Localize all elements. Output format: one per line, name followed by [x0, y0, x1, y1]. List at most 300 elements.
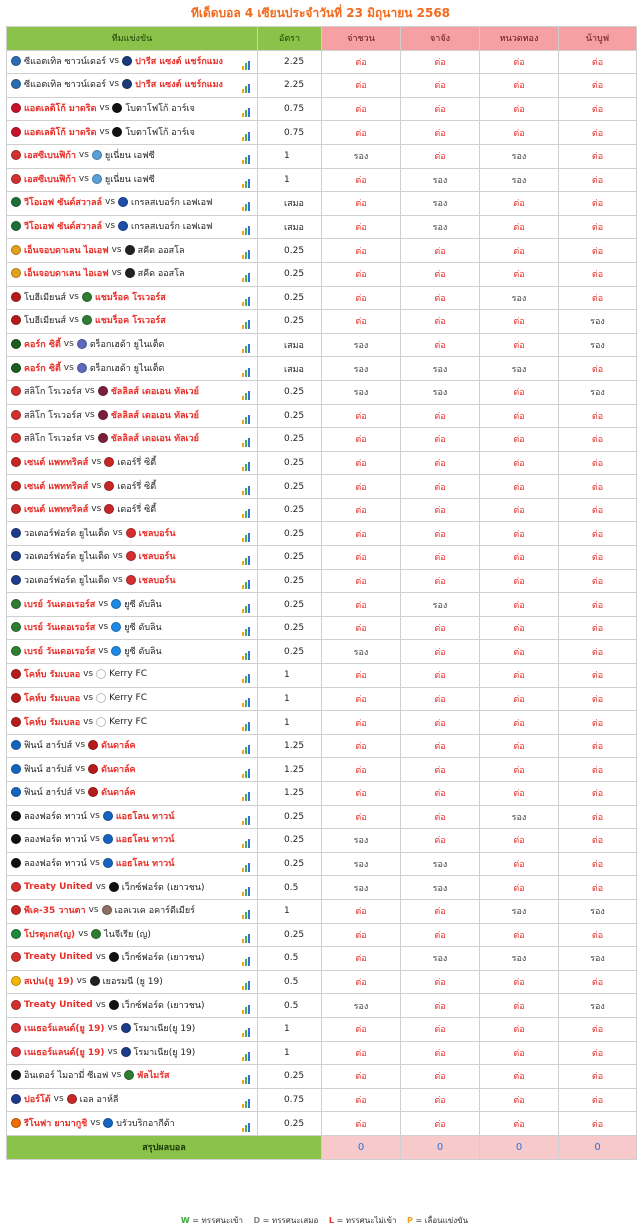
stats-chart-icon[interactable] [242, 202, 251, 211]
away-team-logo-icon [112, 127, 122, 137]
home-team-logo-icon [11, 103, 21, 113]
home-team-logo-icon [11, 858, 21, 868]
home-team-name[interactable]: โปรตุเกส(ญ) [24, 929, 76, 940]
tip-cell: ต่อ [322, 569, 401, 593]
home-team-logo-icon [11, 811, 21, 821]
home-team-logo-icon [11, 952, 21, 962]
home-team-logo-icon [11, 386, 21, 396]
away-team-logo-icon [121, 1047, 131, 1057]
stats-chart-icon[interactable] [242, 674, 251, 683]
tip-cell: ต่อ [401, 333, 480, 357]
away-team-logo-icon [112, 103, 122, 113]
home-team-logo-icon [11, 481, 21, 491]
away-team-logo-icon [92, 150, 102, 160]
tip-cell: ต่อ [559, 664, 637, 688]
tip-cell: ต่อ [559, 687, 637, 711]
tip-cell: ต่อ [480, 546, 559, 570]
away-team-name[interactable]: เชลบอร์น [138, 528, 176, 539]
away-team-name[interactable]: ดร็อกเฮด้า ยูไนเต็ด [89, 340, 165, 351]
stats-chart-icon[interactable] [242, 934, 251, 943]
home-team-name[interactable]: แอตเลติโก้ มาดริด [24, 104, 97, 115]
home-team-name[interactable]: ปอร์โต้ [24, 1095, 51, 1106]
home-team-name[interactable]: อินเตอร์ ไมอามี่ ซีเอฟ [24, 1071, 109, 1082]
tip-cell: ต่อ [480, 498, 559, 522]
tip-cell: ต่อ [559, 970, 637, 994]
home-team-name[interactable]: ฟินน์ ฮาร์ปส์ [24, 788, 73, 799]
away-team-name[interactable]: เกรลสเบอร์ก เอฟเอฟ [131, 222, 213, 233]
home-team-name[interactable]: ซีแอตเทิล ซาวน์เดอร์ [24, 56, 107, 67]
tip-cell: ต่อ [322, 522, 401, 546]
stats-chart-icon[interactable] [242, 863, 251, 872]
tip-cell: ต่อ [322, 97, 401, 121]
stats-chart-icon[interactable] [242, 698, 251, 707]
home-team-name[interactable]: Treaty United [24, 952, 93, 963]
stats-chart-icon[interactable] [242, 391, 251, 400]
match-cell [7, 782, 258, 806]
tip-cell: ต่อ [401, 97, 480, 121]
home-team-name[interactable]: ซีแอตเทิล ซาวน์เดอร์ [24, 80, 107, 91]
tip-cell: ต่อ [480, 758, 559, 782]
stats-chart-icon[interactable] [242, 533, 251, 542]
tip-cell: ต่อ [559, 734, 637, 758]
home-team-logo-icon [11, 245, 21, 255]
home-team-name[interactable]: Treaty United [24, 881, 93, 892]
home-team-name[interactable]: เซนต์ แพททริคส์ [24, 457, 89, 468]
home-team-name[interactable]: ลองฟอร์ด ทาวน์ [24, 835, 87, 846]
match-cell [7, 192, 258, 216]
away-team-name[interactable]: เชลบอร์น [138, 552, 176, 563]
stats-chart-icon[interactable] [242, 344, 251, 353]
table-row [7, 522, 637, 546]
tip-cell: ต่อ [559, 522, 637, 546]
vs-label: vs [76, 976, 87, 987]
home-team-name[interactable]: สเปน(ยู 19) [24, 977, 74, 988]
match-cell [7, 144, 258, 168]
away-team-name[interactable]: ยูซี ดับลิน [124, 599, 162, 610]
away-team-name[interactable]: เดอร์รี่ ซิตี้ [117, 457, 157, 468]
away-team-logo-icon [103, 858, 113, 868]
away-team-logo-icon [96, 693, 106, 703]
stats-chart-icon[interactable] [242, 108, 251, 117]
home-team-name[interactable]: เอ็นจอบดาเลน ไอเอฟ [24, 245, 109, 256]
stats-chart-icon[interactable] [242, 462, 251, 471]
odds-cell: 0.25 [258, 475, 322, 499]
tip-cell: รอง [559, 333, 637, 357]
away-team-logo-icon [67, 1094, 77, 1104]
vs-label: vs [98, 645, 109, 656]
away-team-logo-icon [91, 929, 101, 939]
tip-cell: รอง [480, 805, 559, 829]
stats-chart-icon[interactable] [242, 415, 251, 424]
table-row [7, 829, 637, 853]
home-team-name[interactable]: วอเตอร์ฟอร์ด ยูไนเต็ด [24, 552, 110, 563]
odds-cell: 0.5 [258, 994, 322, 1018]
summary-value: 0 [559, 1135, 637, 1159]
table-row [7, 428, 637, 452]
odds-cell: เสมอ [258, 192, 322, 216]
match-cell [7, 97, 258, 121]
home-team-name[interactable]: เบรย์ วันเดอเรอร์ส [24, 623, 96, 634]
tip-cell: ต่อ [559, 782, 637, 806]
home-team-name[interactable]: เอสซีเบนฟิก้า [24, 174, 76, 185]
away-team-name[interactable]: เดอร์รี่ ซิตี้ [117, 505, 157, 516]
tip-cell: ต่อ [401, 994, 480, 1018]
home-team-name[interactable]: Treaty United [24, 999, 93, 1010]
tip-cell: ต่อ [480, 569, 559, 593]
stats-chart-icon[interactable] [242, 1123, 251, 1132]
table-row [7, 380, 637, 404]
home-team-name[interactable]: เอ็นจอบดาเลน ไอเอฟ [24, 269, 109, 280]
stats-chart-icon[interactable] [242, 1028, 251, 1037]
stats-chart-icon[interactable] [242, 368, 251, 377]
vs-label: vs [63, 362, 74, 373]
home-team-name[interactable]: โคห์บ รัมเบลอ [24, 670, 81, 681]
away-team-name[interactable]: ไนจีเรีย (ญ) [104, 929, 151, 940]
tip-cell: รอง [322, 144, 401, 168]
away-team-name[interactable]: เกรลสเบอร์ก เอฟเอฟ [131, 198, 213, 209]
away-team-name[interactable]: เยอรมนี (ยู 19) [102, 977, 163, 988]
stats-chart-icon[interactable] [242, 155, 251, 164]
odds-cell: 2.25 [258, 74, 322, 98]
tip-cell: ต่อ [559, 758, 637, 782]
home-team-logo-icon [11, 976, 21, 986]
stats-chart-icon[interactable] [242, 910, 251, 919]
stats-chart-icon[interactable] [242, 957, 251, 966]
odds-cell: 0.25 [258, 640, 322, 664]
home-team-logo-icon [11, 127, 21, 137]
odds-cell: 0.25 [258, 498, 322, 522]
tip-cell: ต่อ [559, 1065, 637, 1089]
away-team-name[interactable]: สคีด ออสโล [137, 245, 185, 256]
away-team-name[interactable]: Kerry FC [109, 716, 148, 727]
home-team-name[interactable]: สลิโก โรเวอร์ส [24, 434, 82, 445]
odds-cell: 0.25 [258, 380, 322, 404]
stats-chart-icon[interactable] [242, 792, 251, 801]
stats-chart-icon[interactable] [242, 179, 251, 188]
stats-chart-icon[interactable] [242, 1075, 251, 1084]
stats-chart-icon[interactable] [242, 226, 251, 235]
home-team-name[interactable]: เซนต์ แพททริคส์ [24, 481, 89, 492]
home-team-name[interactable]: สลิโก โรเวอร์ส [24, 410, 82, 421]
away-team-logo-icon [126, 575, 136, 585]
tip-cell: รอง [559, 947, 637, 971]
tip-cell: รอง [322, 380, 401, 404]
stats-chart-icon[interactable] [242, 486, 251, 495]
home-team-logo-icon [11, 315, 21, 325]
stats-chart-icon[interactable] [242, 839, 251, 848]
tip-cell: รอง [480, 357, 559, 381]
table-row [7, 404, 637, 428]
away-team-name[interactable]: เว็กซ์ฟอร์ด (เยาวชน) [121, 1000, 205, 1011]
tip-cell: ต่อ [480, 852, 559, 876]
tip-cell: ต่อ [559, 404, 637, 428]
tip-cell: รอง [322, 876, 401, 900]
odds-cell: 0.5 [258, 947, 322, 971]
home-team-name[interactable]: เนเธอร์แลนด์(ยู 19) [24, 1047, 105, 1058]
stats-chart-icon[interactable] [242, 627, 251, 636]
table-row [7, 144, 637, 168]
match-cell [7, 451, 258, 475]
tip-cell: ต่อ [401, 121, 480, 145]
vs-label: vs [91, 504, 102, 515]
away-team-name[interactable]: ยูเนี่ยน เอฟซี [104, 151, 155, 162]
tip-cell: ต่อ [401, 144, 480, 168]
away-team-name[interactable]: บรัวบริกอากีต้า [116, 1118, 175, 1129]
away-team-name[interactable]: เอล อาห์ลี [79, 1095, 119, 1106]
vs-label: vs [88, 905, 99, 916]
home-team-name[interactable]: ฟินน์ ฮาร์ปส์ [24, 741, 73, 752]
tip-cell: ต่อ [322, 616, 401, 640]
home-team-logo-icon [11, 528, 21, 538]
away-team-logo-icon [102, 905, 112, 915]
away-team-name[interactable]: แชมร็อค โรเวอร์ส [94, 316, 166, 327]
match-cell [7, 239, 258, 263]
away-team-name[interactable]: โรมาเนีย(ยู 19) [133, 1024, 196, 1035]
home-team-logo-icon [11, 1047, 21, 1057]
vs-label: vs [78, 928, 89, 939]
tip-cell: ต่อ [401, 970, 480, 994]
odds-cell: 0.5 [258, 970, 322, 994]
match-cell [7, 74, 258, 98]
header-odds: อัตรา [258, 27, 322, 51]
away-team-logo-icon [118, 197, 128, 207]
away-team-name[interactable]: แอธโลน ทาวน์ [115, 859, 175, 870]
away-team-name[interactable]: โบตาโฟโก้ อาร์เจ [125, 127, 195, 138]
away-team-name[interactable]: ยูเนี่ยน เอฟซี [104, 174, 155, 185]
tip-cell: ต่อ [559, 546, 637, 570]
match-cell [7, 947, 258, 971]
match-cell [7, 899, 258, 923]
tip-cell: ต่อ [401, 899, 480, 923]
home-team-logo-icon [11, 622, 21, 632]
away-team-name[interactable]: ชัลลิลส์ เดอเอน ทัลเวย์ [110, 387, 199, 398]
stats-chart-icon[interactable] [242, 320, 251, 329]
away-team-logo-icon [126, 528, 136, 538]
away-team-logo-icon [111, 599, 121, 609]
away-team-name[interactable]: เว็กซ์ฟอร์ด (เยาวชน) [121, 953, 205, 964]
home-team-name[interactable]: เบรย์ วันเดอเรอร์ส [24, 646, 96, 657]
home-team-name[interactable]: ลองฟอร์ด ทาวน์ [24, 811, 87, 822]
stats-chart-icon[interactable] [242, 651, 251, 660]
home-team-logo-icon [11, 433, 21, 443]
away-team-name[interactable]: เว็กซ์ฟอร์ด (เยาวชน) [121, 882, 205, 893]
home-team-name[interactable]: สลิโก โรเวอร์ส [24, 387, 82, 398]
stats-chart-icon[interactable] [242, 297, 251, 306]
odds-cell: 0.25 [258, 805, 322, 829]
tip-cell: ต่อ [480, 451, 559, 475]
tip-cell: ต่อ [559, 428, 637, 452]
away-team-name[interactable]: พัลไมรัส [137, 1071, 170, 1082]
home-team-logo-icon [11, 197, 21, 207]
away-team-name[interactable]: ชัลลิลส์ เดอเอน ทัลเวย์ [110, 410, 199, 421]
odds-cell: 1.25 [258, 758, 322, 782]
home-team-name[interactable]: โคห์บ รัมเบลอ [24, 717, 81, 728]
home-team-name[interactable]: วีโอเอฟ ซันด์สวาลล์ [24, 222, 103, 233]
away-team-logo-icon [126, 551, 136, 561]
home-team-name[interactable]: เนเธอร์แลนด์(ยู 19) [24, 1024, 105, 1035]
away-team-name[interactable]: โรมาเนีย(ยู 19) [133, 1047, 196, 1058]
tip-cell: ต่อ [401, 310, 480, 334]
match-cell [7, 711, 258, 735]
tip-cell: ต่อ [322, 121, 401, 145]
home-team-name[interactable]: รีโนฟา ยามากูชิ [24, 1118, 88, 1129]
home-team-logo-icon [11, 599, 21, 609]
away-team-name[interactable]: ดันดาล์ค [101, 741, 136, 752]
stats-chart-icon[interactable] [242, 745, 251, 754]
away-team-name[interactable]: ดันดาล์ค [101, 764, 136, 775]
away-team-name[interactable]: ปารีส แซงต์ แชร์กแมง [135, 56, 223, 67]
stats-chart-icon[interactable] [242, 438, 251, 447]
stats-chart-icon[interactable] [242, 250, 251, 259]
odds-cell: 0.25 [258, 616, 322, 640]
stats-chart-icon[interactable] [242, 84, 251, 93]
away-team-logo-icon [118, 221, 128, 231]
legend-key-p: P [407, 1216, 413, 1225]
odds-cell: 1 [258, 144, 322, 168]
stats-chart-icon[interactable] [242, 580, 251, 589]
home-team-name[interactable]: วอเตอร์ฟอร์ด ยูไนเต็ด [24, 575, 110, 586]
home-team-name[interactable]: เอสซีเบนฟิก้า [24, 151, 76, 162]
table-row [7, 616, 637, 640]
away-team-name[interactable]: เชลบอร์น [138, 575, 176, 586]
table-row [7, 1112, 637, 1136]
away-team-name[interactable]: ดร็อกเฮด้า ยูไนเต็ด [89, 363, 165, 374]
table-row [7, 852, 637, 876]
stats-chart-icon[interactable] [242, 816, 251, 825]
away-team-logo-icon [122, 56, 132, 66]
tip-cell: ต่อ [480, 970, 559, 994]
home-team-name[interactable]: วอเตอร์ฟอร์ด ยูไนเต็ด [24, 528, 110, 539]
away-team-name[interactable]: โบตาโฟโก้ อาร์เจ [125, 104, 195, 115]
away-team-name[interactable]: Kerry FC [109, 692, 148, 703]
tip-cell: ต่อ [559, 357, 637, 381]
home-team-name[interactable]: คอร์ก ซิตี้ [24, 340, 61, 351]
match-cell [7, 1041, 258, 1065]
away-team-name[interactable]: ดันดาล์ค [101, 788, 136, 799]
stats-chart-icon[interactable] [242, 273, 251, 282]
home-team-name[interactable]: พีเค-35 วานตา [24, 906, 86, 917]
away-team-name[interactable]: เอลเวเค อคาร์ดีเมียร์ [114, 906, 195, 917]
home-team-name[interactable]: วีโอเอฟ ซันด์สวาลล์ [24, 198, 103, 209]
home-team-name[interactable]: เซนต์ แพททริคส์ [24, 505, 89, 516]
tip-cell: ต่อ [401, 404, 480, 428]
tip-cell: ต่อ [322, 168, 401, 192]
away-team-logo-icon [109, 882, 119, 892]
stats-chart-icon[interactable] [242, 981, 251, 990]
away-team-logo-icon [98, 433, 108, 443]
tip-cell: ต่อ [559, 805, 637, 829]
stats-chart-icon[interactable] [242, 604, 251, 613]
home-team-name[interactable]: โบฮีเมียนส์ [24, 316, 66, 327]
tip-cell: ต่อ [322, 428, 401, 452]
tip-cell: ต่อ [401, 475, 480, 499]
away-team-name[interactable]: แอธโลน ทาวน์ [115, 811, 175, 822]
stats-chart-icon[interactable] [242, 769, 251, 778]
vs-label: vs [90, 1117, 101, 1128]
match-cell [7, 498, 258, 522]
vs-label: vs [111, 268, 122, 279]
tip-cell: ต่อ [401, 829, 480, 853]
tip-cell: ต่อ [559, 215, 637, 239]
home-team-name[interactable]: แอตเลติโก้ มาดริด [24, 127, 97, 138]
away-team-name[interactable]: Kerry FC [109, 669, 148, 680]
home-team-logo-icon [11, 882, 21, 892]
stats-chart-icon[interactable] [242, 1099, 251, 1108]
away-team-name[interactable]: สคีด ออสโล [137, 269, 185, 280]
table-row [7, 758, 637, 782]
stats-chart-icon[interactable] [242, 556, 251, 565]
tip-cell: ต่อ [401, 782, 480, 806]
odds-cell: 0.25 [258, 546, 322, 570]
summary-value: 0 [401, 1135, 480, 1159]
tip-cell: ต่อ [559, 1017, 637, 1041]
home-team-name[interactable]: โบฮีเมียนส์ [24, 292, 66, 303]
tip-cell: ต่อ [401, 50, 480, 74]
stats-chart-icon[interactable] [242, 722, 251, 731]
stats-chart-icon[interactable] [242, 1052, 251, 1061]
match-cell [7, 475, 258, 499]
tip-cell: ต่อ [322, 239, 401, 263]
tip-cell: ต่อ [559, 498, 637, 522]
match-cell [7, 616, 258, 640]
tip-cell: ต่อ [480, 310, 559, 334]
vs-label: vs [105, 221, 116, 232]
home-team-logo-icon [11, 339, 21, 349]
away-team-logo-icon [111, 622, 121, 632]
away-team-name[interactable]: แชมร็อค โรเวอร์ส [94, 292, 166, 303]
tip-cell: ต่อ [401, 711, 480, 735]
tip-cell: รอง [480, 144, 559, 168]
tip-cell: ต่อ [559, 262, 637, 286]
stats-chart-icon[interactable] [242, 61, 251, 70]
tip-cell: รอง [322, 994, 401, 1018]
tip-cell: ต่อ [559, 569, 637, 593]
tip-cell: ต่อ [559, 876, 637, 900]
table-row [7, 451, 637, 475]
tip-cell: ต่อ [322, 664, 401, 688]
home-team-name[interactable]: เบรย์ วันเดอเรอร์ส [24, 599, 96, 610]
odds-cell: 1 [258, 1041, 322, 1065]
tip-cell: ต่อ [559, 1041, 637, 1065]
away-team-name[interactable]: ชัลลิลส์ เดอเอน ทัลเวย์ [110, 434, 199, 445]
stats-chart-icon[interactable] [242, 887, 251, 896]
home-team-name[interactable]: ฟินน์ ฮาร์ปส์ [24, 764, 73, 775]
tip-cell: ต่อ [480, 475, 559, 499]
tip-cell: ต่อ [322, 758, 401, 782]
tip-cell: ต่อ [559, 711, 637, 735]
home-team-name[interactable]: คอร์ก ซิตี้ [24, 363, 61, 374]
home-team-name[interactable]: โคห์บ รัมเบลอ [24, 693, 81, 704]
home-team-logo-icon [11, 268, 21, 278]
home-team-name[interactable]: ลองฟอร์ด ทาวน์ [24, 859, 87, 870]
stats-chart-icon[interactable] [242, 509, 251, 518]
table-row [7, 899, 637, 923]
stats-chart-icon[interactable] [242, 1005, 251, 1014]
away-team-name[interactable]: ปารีส แซงต์ แชร์กแมง [135, 80, 223, 91]
tip-cell: ต่อ [559, 192, 637, 216]
away-team-name[interactable]: ยูซี ดับลิน [124, 623, 162, 634]
away-team-logo-icon [122, 79, 132, 89]
away-team-name[interactable]: ยูซี ดับลิน [124, 646, 162, 657]
tip-cell: ต่อ [480, 1065, 559, 1089]
match-cell [7, 687, 258, 711]
stats-chart-icon[interactable] [242, 132, 251, 141]
page-title: ทีเด็ดบอล 4 เซียนประจำวันที่ 23 มิถุนายน 2568 [190, 6, 451, 20]
tip-cell: ต่อ [401, 498, 480, 522]
away-team-name[interactable]: เดอร์รี่ ซิตี้ [117, 481, 157, 492]
away-team-name[interactable]: แอธโลน ทาวน์ [115, 835, 175, 846]
away-team-logo-icon [111, 646, 121, 656]
